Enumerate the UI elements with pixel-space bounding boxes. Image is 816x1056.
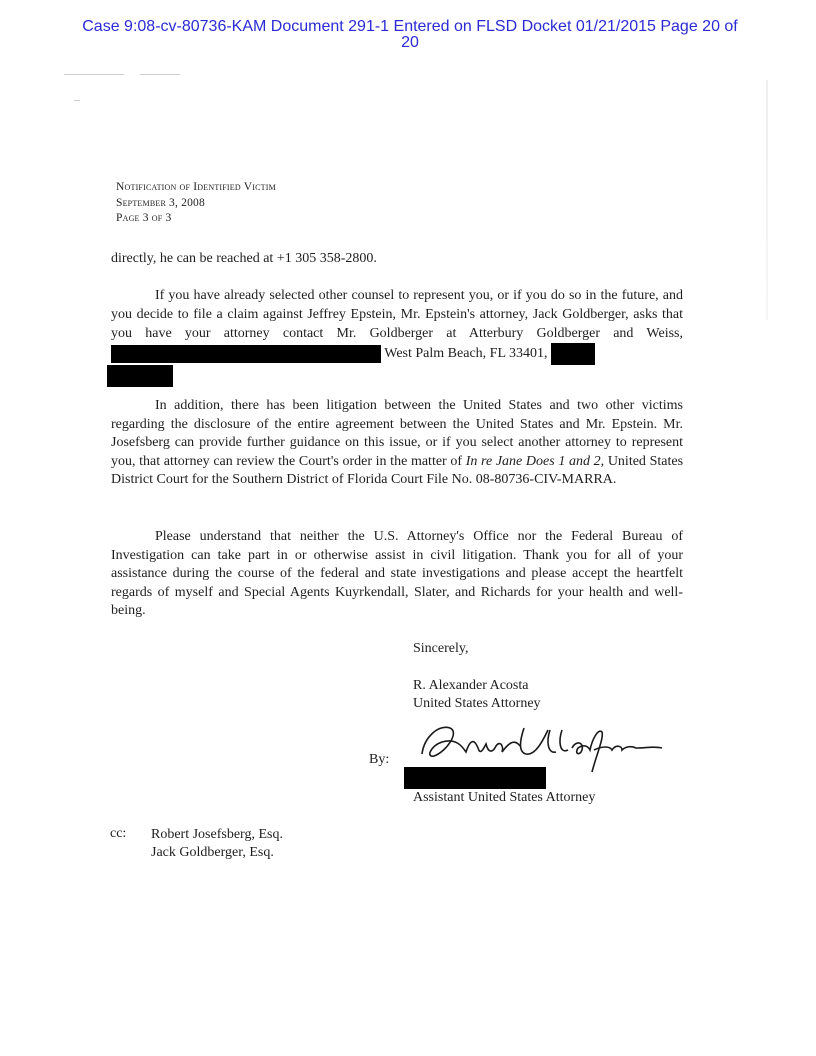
caption-date: September 3, 2008 [116,196,205,209]
redaction-block [111,345,381,363]
court-header-line-1: Case 9:08-cv-80736-KAM Document 291-1 Entered on FLSD Docket 01/21/2015 Page 20 of [82,18,738,35]
signer-title: Assistant United States Attorney [413,790,596,805]
paragraph-contact [111,250,683,269]
paragraph-text: Please understand that neither the U.S. Attorney's Office nor the Federal Bureau of Investigation can take part in or otherwise assist in civil litigation. Thank you for all of your assistance during the course of the federal and state investigations and please accept the heartfelt regards of myself and Special Agents Kuyrkendall, Slater, and Richards for your health and well-being. [111,529,683,619]
scan-artifact [140,74,180,75]
redaction-block [107,365,173,387]
scan-artifact [74,100,80,101]
signatory-title: United States Attorney [413,696,541,711]
closing: Sincerely, [413,641,469,656]
caption-page: Page 3 of 3 [116,212,172,224]
cc-label: cc: [110,826,127,841]
paragraph-litigation [111,397,683,490]
signatory-name: R. Alexander Acosta [413,678,529,693]
court-header-line-2: 20 [401,34,419,51]
paragraph-text: directly, he can be reached at +1 305 358-2800. [111,251,377,266]
cc-recipient: Robert Josefsberg, Esq. [151,827,283,842]
redaction-block [551,343,595,365]
court-filing-header [60,19,760,51]
paragraph-text: In addition, there has been litigation between the United States and two other victims regarding the disclosure of the entire agreement between the United States and Mr. Epstein. Mr. Josefsberg can provide further guidance on this issue, or if you select another attorney to represent you, that attorney can review the Court's order in the matter of [111,398,683,469]
paragraph-text-continued: , United States District Court for the Southern District of Florida Court File No. 08-80736-CIV-MARRA. [111,453,684,488]
signatory-block [413,677,541,713]
scan-edge-artifact [766,80,768,320]
cc-recipient: Jack Goldberger, Esq. [151,845,274,860]
paragraph-other-counsel [111,286,683,387]
cc-list [151,826,283,862]
case-name-italic: In re Jane Does 1 and 2 [465,453,601,469]
redaction-block [404,767,546,789]
by-label: By: [369,752,390,767]
paragraph-text-continued: West Palm Beach, FL 33401, [384,346,548,362]
letter-caption [116,180,276,227]
paragraph-civil-litigation [111,528,683,621]
scan-artifact [64,74,124,75]
paragraph-text: If you have already selected other counsel to represent you, or if you do so in the future, and you decide to file a claim against Jeffrey Epstein, Mr. Epstein's attorney, Jack Goldberger, asks that you have your attorney contact Mr. Goldberger at Atterbury Goldberger and Weiss, [111,288,683,341]
caption-title: Notification of Identified Victim [116,181,276,193]
